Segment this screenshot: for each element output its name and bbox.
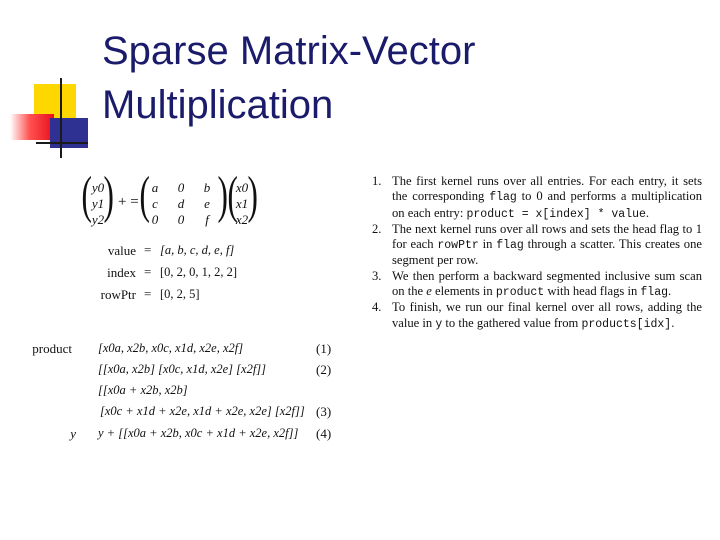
var-e: e <box>426 284 432 299</box>
matrix-cell: a <box>151 180 159 195</box>
matrix-cell: 0 <box>177 180 185 195</box>
array-eq: = <box>144 264 152 279</box>
code-products-idx: products[idx] <box>581 317 672 331</box>
step-text: with head flags in <box>544 284 641 299</box>
step-text: The first kernel runs over all entries. For each entry, it sets the corresponding <box>392 174 702 204</box>
code-rowptr: rowPtr <box>437 239 479 253</box>
matrix-cell: d <box>177 196 185 211</box>
matrix-cell: e <box>204 196 210 211</box>
step-text: We then perform a backward segmented inclusive sum scan on the <box>392 268 702 299</box>
step-text: elements in <box>431 284 496 299</box>
step-text: to the gathered value from <box>442 315 582 330</box>
code-flag: flag <box>496 239 524 253</box>
matrix-cell: f <box>205 212 209 227</box>
product-expr-1: [x0a, x2b, x0c, x1d, x2e, x2f] <box>98 341 244 355</box>
step-text: . <box>668 284 672 299</box>
x-vec-2: x2 <box>235 212 249 227</box>
plus-equals: + = <box>118 194 139 210</box>
matrix-cell: c <box>152 196 158 211</box>
step-text: in <box>478 237 497 252</box>
eq-number-2: (2) <box>316 362 332 377</box>
step-text: to 0 and performs a multiplication on each entry: <box>392 189 703 220</box>
step-text: . <box>645 205 650 220</box>
left-paren: ( <box>227 167 238 224</box>
left-paren: ( <box>81 167 92 224</box>
y-vec-2: y2 <box>91 212 105 227</box>
left-paren: ( <box>139 167 150 224</box>
product-expr-3b: [x0c + x1d + x2e, x1d + x2e, x2e] [x2f]] <box>100 404 305 418</box>
code-product-expr: product = x[index] * value <box>466 207 646 221</box>
matrix-cell: 0 <box>151 212 159 227</box>
y-vec-1: y1 <box>91 196 105 211</box>
array-value: [0, 2, 0, 1, 2, 2] <box>160 265 238 279</box>
step-text: To finish, we run our final kernel over all rows, adding the value in <box>392 300 702 330</box>
right-paren: ) <box>247 167 258 224</box>
array-eq: = <box>144 286 152 301</box>
step-item <box>372 174 702 222</box>
y-vec-0: y0 <box>91 180 105 195</box>
step-text: The next kernel runs over all rows and sets the head flag to 1 for each <box>392 221 702 252</box>
product-label: product <box>32 341 72 356</box>
eq-number-1: (1) <box>316 341 332 356</box>
x-vec-1: x1 <box>235 196 249 211</box>
step-item <box>372 269 702 301</box>
array-label-value: value <box>107 243 136 258</box>
array-label-rowptr: rowPtr <box>100 287 136 302</box>
code-y: y <box>435 317 443 331</box>
step-number: 3. <box>372 268 382 283</box>
code-flag: flag <box>489 191 517 205</box>
y-label: y <box>70 426 76 441</box>
eq-number-4: (4) <box>316 426 332 441</box>
step-number: 1. <box>372 174 382 188</box>
product-expr-3a: [[x0a + x2b, x2b] <box>98 383 188 397</box>
array-label-index: index <box>107 265 136 280</box>
array-eq: = <box>144 242 152 257</box>
product-expr-4: y + [[x0a + x2b, x0c + x1d + x2e, x2f]] <box>98 426 299 440</box>
steps-list <box>372 174 702 332</box>
step-number: 4. <box>372 300 382 315</box>
step-number: 2. <box>372 221 382 236</box>
code-product: product <box>495 286 545 300</box>
array-value: [a, b, c, d, e, f] <box>160 243 235 257</box>
eq-number-3: (3) <box>316 404 332 419</box>
code-flag: flag <box>640 286 668 300</box>
right-paren: ) <box>217 167 228 224</box>
math-figure <box>0 0 380 470</box>
matrix-cell: b <box>203 180 211 195</box>
step-item <box>372 300 702 332</box>
step-text: through a scatter. This creates one segment per row. <box>392 237 702 268</box>
right-paren: ) <box>103 167 114 224</box>
step-item <box>372 222 702 269</box>
slide-title: Sparse Matrix-Vector Multiplication <box>102 29 476 127</box>
array-value: [0, 2, 5] <box>160 287 200 301</box>
step-text: . <box>671 315 675 330</box>
x-vec-0: x0 <box>235 180 249 195</box>
product-expr-2: [[x0a, x2b] [x0c, x1d, x2e] [x2f]] <box>98 362 267 376</box>
matrix-cell: 0 <box>177 212 185 227</box>
